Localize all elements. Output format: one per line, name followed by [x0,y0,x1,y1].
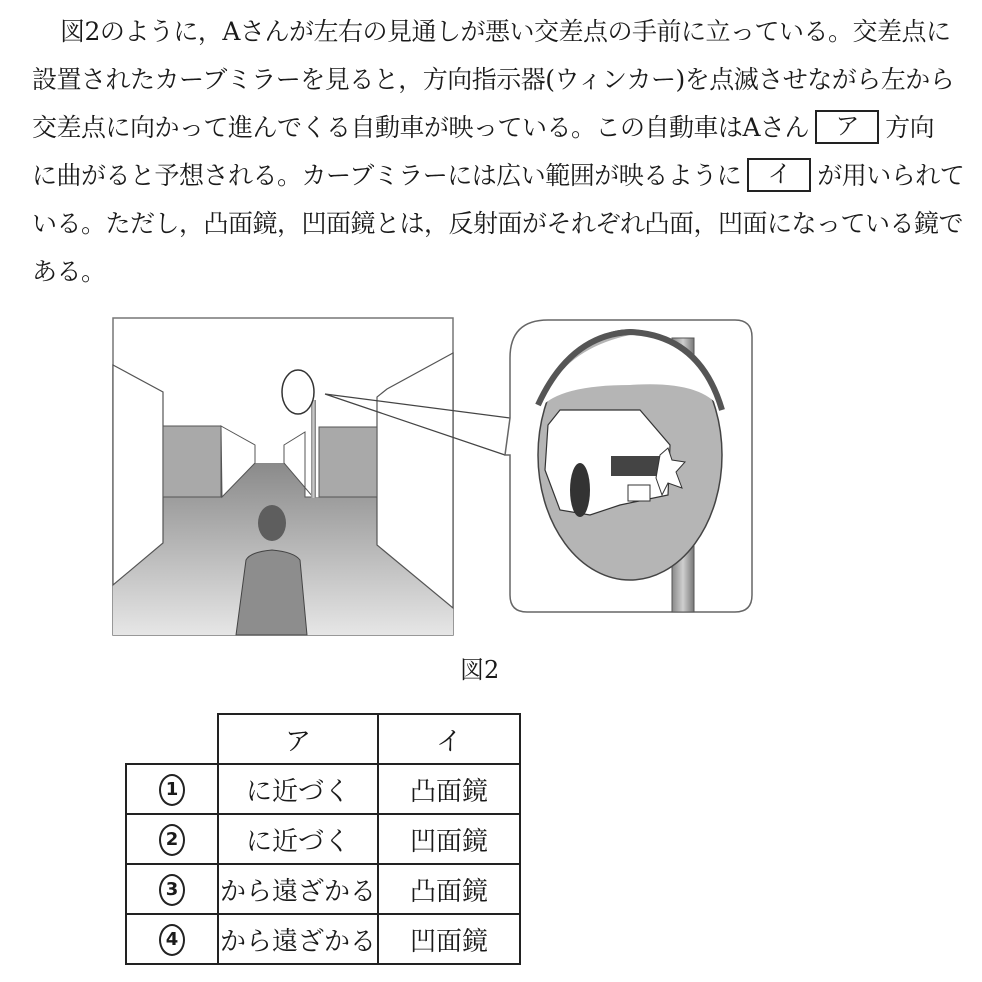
table-header-row [126,714,520,764]
question-paragraph [32,8,965,296]
choice-i-value: 凹面鏡 [378,814,520,864]
question-line-6 [32,248,932,296]
choice-a-value: に近づく [218,764,378,814]
header-i: イ [378,714,520,764]
choice-i-value: 凸面鏡 [378,764,520,814]
circled-number: 3 [159,874,185,906]
line-text: いる。ただし，凸面鏡，凹面鏡とは，反射面がそれぞれ凸面，凹面になっている鏡で [32,209,964,238]
circled-number: 1 [159,774,185,806]
blank-a: ア [815,110,879,144]
circled-number: 4 [159,924,185,956]
choice-a-value: から遠ざかる [218,864,378,914]
choice-number[interactable] [126,864,218,914]
table-row[interactable] [126,914,520,964]
table-row[interactable] [126,764,520,814]
question-line-5 [32,200,964,248]
line-text: ある。 [32,257,106,286]
choice-i-value: 凹面鏡 [378,914,520,964]
line-text: 交差点に向かって進んでくる自動車が映っている。この自動車はAさん [32,113,810,142]
choice-i-value: 凸面鏡 [378,864,520,914]
line-text: 設置されたカーブミラーを見ると，方向指示器(ウィンカー)を点滅させながら左から [32,65,955,94]
choice-a-value: に近づく [218,814,378,864]
blank-i: イ [747,158,811,192]
choice-number[interactable] [126,814,218,864]
curve-mirror-closeup [505,320,752,612]
question-line-4 [32,152,965,200]
answer-choices-table [125,713,521,965]
table-row[interactable] [126,814,520,864]
line-text: 図2のように，Aさんが左右の見通しが悪い交差点の手前に立っている。交差点に [60,17,951,46]
choice-number[interactable] [126,914,218,964]
question-line-1 [32,8,951,56]
line-text: に曲がると予想される。カーブミラーには広い範囲が映るように [32,161,742,190]
header-a: ア [218,714,378,764]
street-scene [113,318,453,635]
line-text: 方向 [885,113,935,142]
line-text: が用いられて [817,161,965,190]
figure-2-illustration [0,310,982,650]
header-empty [126,714,218,764]
choice-number[interactable] [126,764,218,814]
table-row[interactable] [126,864,520,914]
question-line-2 [32,56,955,104]
question-line-3 [32,104,935,152]
choice-a-value: から遠ざかる [218,914,378,964]
circled-number: 2 [159,824,185,856]
figure-caption: 図2 [460,656,500,684]
